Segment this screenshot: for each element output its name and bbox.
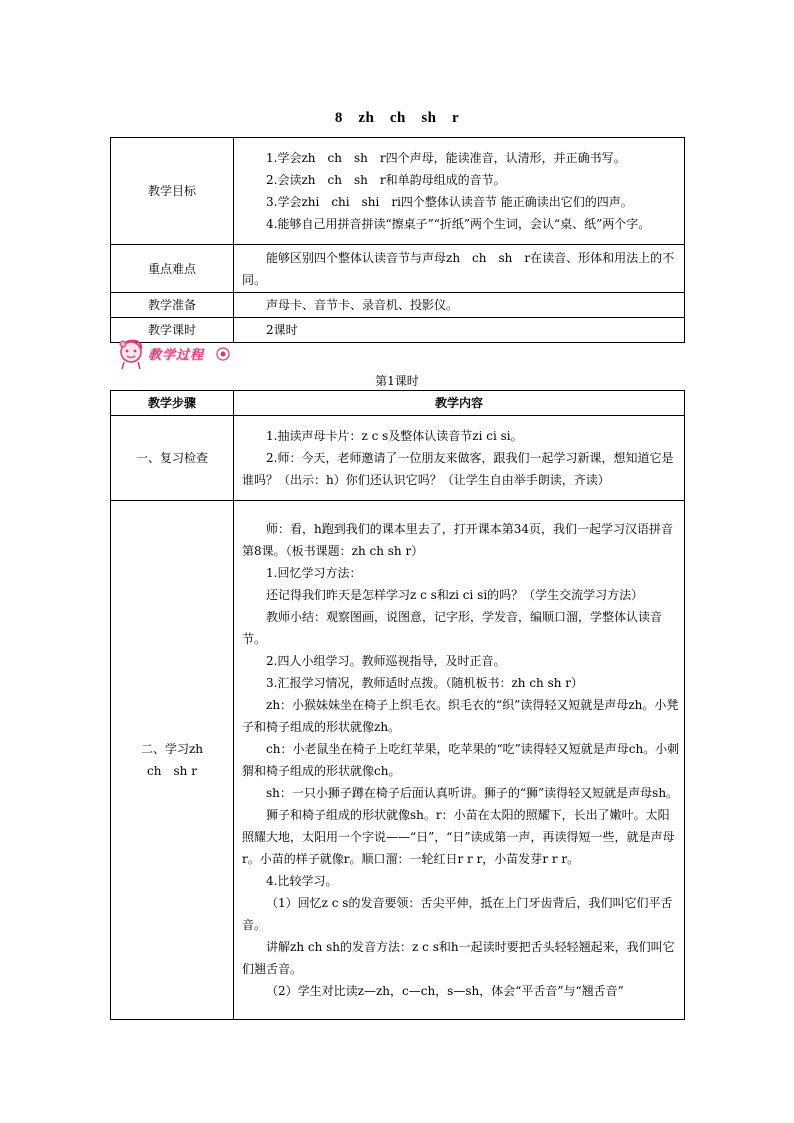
paragraph: 狮子和椅子组成的形状就像sh。r：小苗在太阳的照耀下，长出了嫩叶。太阳照耀大地，太阳用一个字说——“日”，“日”读成第一声，再读得短一些，就是声母r。小苗的样子就像r。顺口溜：一轮红日r r r，小苗发芽r r r。 [242,808,675,866]
periods-line: 2课时 [266,323,298,337]
row-label: 教学课时 [111,318,234,343]
prep-line: 声母卡、音节卡、录音机、投影仪。 [266,298,459,312]
row-content [234,245,685,293]
column-header: 教学内容 [234,391,685,416]
paragraph: 教师小结：观察图画，说图意，记字形，学发音，编顺口溜，学整体认读音节。 [242,610,663,646]
row-content [234,138,685,245]
teaching-process-banner [116,338,234,370]
table-row [111,293,685,318]
paragraph: （1）回忆z c s的发音要领：舌尖平伸，抵在上门牙齿背后，我们叫它们平舌音。 [242,896,673,932]
paragraph: sh：一只小狮子蹲在椅子后面认真听讲。狮子的“狮”读得轻又短就是声母sh。 [266,786,679,800]
row-content [234,318,685,343]
table-row [111,138,685,245]
lesson-title: 第1课时 [375,374,419,388]
step-content [234,501,685,1020]
row-content [234,293,685,318]
overview-table [110,137,685,343]
paragraph: ch：小老鼠坐在椅子上吃红苹果，吃苹果的“吃”读得轻又短就是声母ch。小刺猬和椅子组成的形状就像ch。 [242,742,680,778]
table-row [111,416,685,501]
column-header: 教学步骤 [111,391,234,416]
table-row [111,245,685,293]
row-label: 教学目标 [111,138,234,245]
paragraph: 1.抽读声母卡片：z c s及整体认读音节zi ci si。 [266,429,523,443]
paragraph: 2.师：今天，老师邀请了一位朋友来做客，跟我们一起学习新课，想知道它是谁吗？（出示：h）你们还认识它吗？（让学生自由举手朗读，齐读） [242,451,674,487]
paragraph: 还记得我们昨天是怎样学习z c s和zi ci si的吗？（学生交流学习方法） [266,588,644,602]
paragraph: 2.四人小组学习。教师巡视指导，及时正音。 [266,654,506,668]
paragraph: 3.汇报学习情况，教师适时点拨。（随机板书：zh ch sh r） [266,676,584,690]
key-point-line: 能够区别四个整体认读音节与声母zh ch sh r在读音、形体和用法上的不同。 [242,250,675,287]
paragraph: 师：看，h跑到我们的课本里去了，打开课本第34页，我们一起学习汉语拼音第8课。（板书课题：zh ch sh r） [242,522,674,558]
row-label: 重点难点 [111,245,234,293]
paragraph: zh：小猴妹妹坐在椅子上织毛衣。织毛衣的“织”读得轻又短就是声母zh。小凳子和椅子组成的形状就像zh。 [242,698,679,734]
banner-text: 教学过程 [148,348,205,363]
table-header-row [111,391,685,416]
paragraph: 1.回忆学习方法： [266,566,362,580]
process-table [110,390,685,1020]
goal-line: 1.学会zh ch sh r四个声母，能读准音，认清形，并正确书写。 [266,151,626,165]
goal-line: 4.能够自己用拼音拼读“擦桌子”“折纸”两个生词，会认“桌、纸”两个字。 [266,217,651,231]
step-content [234,416,685,501]
row-label: 教学准备 [111,293,234,318]
flower-icon [216,347,230,361]
paragraph: 讲解zh ch sh的发音方法：z c s和h一起读时要把舌头轻轻翘起来，我们叫它们翘舌音。 [242,940,675,976]
table-row [111,501,685,1020]
paragraph: （2）学生对比读z—zh，c—ch，s—sh，体会“平舌音”与“翘舌音” [266,984,624,998]
step-label: 二、学习zh ch sh r [111,501,234,1020]
cartoon-girl-icon [116,338,150,370]
step-label: 一、复习检查 [111,416,234,501]
page-title: 8 zh ch sh r [334,110,460,126]
goal-line: 3.学会zhi chi shi ri四个整体认读音节 能正确读出它们的四声。 [266,195,633,209]
paragraph: 4.比较学习。 [266,874,338,888]
goal-line: 2.会读zh ch sh r和单韵母组成的音节。 [266,173,506,187]
